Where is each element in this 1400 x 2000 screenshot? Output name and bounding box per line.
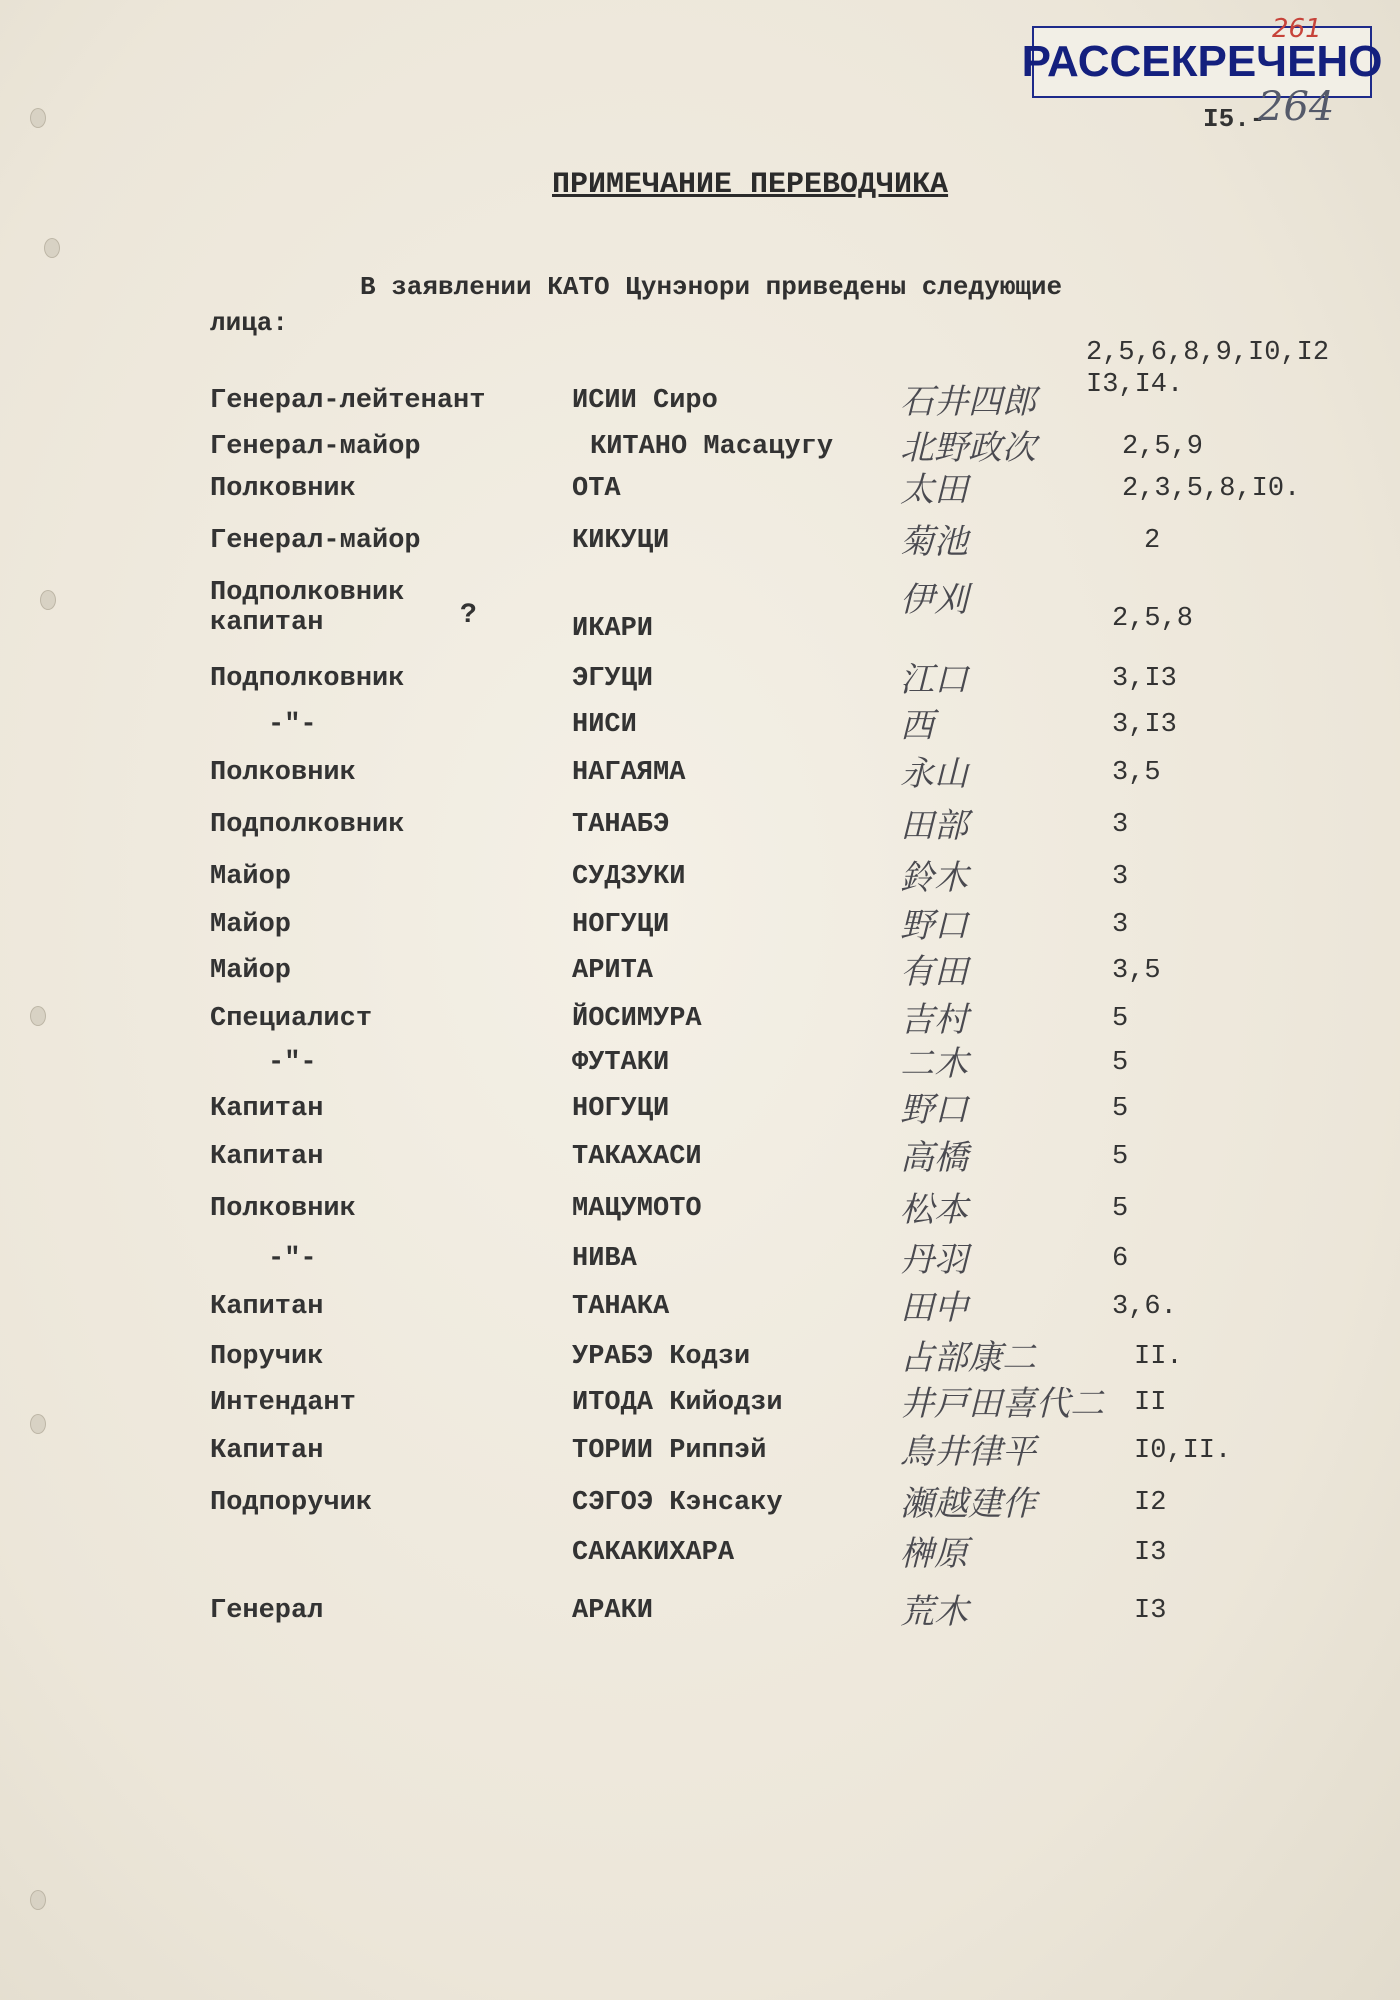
kanji-cell: 江口	[900, 660, 968, 700]
refs-cell: I3	[1134, 1538, 1167, 1568]
kanji-cell: 鳥井律平	[900, 1432, 1036, 1472]
refs-cell: 5	[1112, 1048, 1129, 1078]
list-item	[0, 1190, 1400, 1238]
name-cell: ТАНАКА	[572, 1292, 670, 1322]
refs-cell: 6	[1112, 1244, 1129, 1274]
kanji-cell: 北野政次	[900, 428, 1036, 468]
refs-cell: 3	[1112, 810, 1129, 840]
kanji-cell: 西	[900, 706, 934, 746]
name-cell: ТОРИИ Риппэй	[572, 1436, 767, 1466]
list-item	[0, 1338, 1400, 1386]
refs-cell: II	[1134, 1388, 1167, 1418]
rank-cell: Генерал-майор	[210, 526, 421, 556]
refs-cell: 3,I3	[1112, 710, 1177, 740]
list-item	[0, 1432, 1400, 1480]
name-cell: ОТА	[572, 474, 621, 504]
name-cell: НАГАЯМА	[572, 758, 686, 788]
rank-cell: -"-	[268, 710, 317, 740]
refs-cell: I3	[1134, 1596, 1167, 1626]
kanji-cell: 伊刈	[900, 580, 968, 620]
list-item	[0, 806, 1400, 854]
kanji-cell: 松本	[900, 1190, 968, 1230]
rank-cell: Подпоручик	[210, 1488, 373, 1518]
rank-cell: -"-	[268, 1244, 317, 1274]
name-cell: ТАНАБЭ	[572, 810, 670, 840]
rank-cell: Подполковник капитан	[210, 578, 405, 638]
kanji-cell: 菊池	[900, 522, 968, 562]
name-cell: АРИТА	[572, 956, 654, 986]
name-cell: ИСИИ Сиро	[572, 386, 718, 416]
binder-hole	[44, 238, 60, 258]
list-item	[0, 1484, 1400, 1532]
refs-cell: I0,II.	[1134, 1436, 1232, 1466]
kanji-cell: 荒木	[900, 1592, 968, 1632]
rank-cell: Полковник	[210, 474, 356, 504]
list-item	[0, 858, 1400, 906]
kanji-cell: 榊原	[900, 1534, 968, 1574]
list-item	[0, 952, 1400, 1000]
rank-cell: Генерал	[210, 1596, 324, 1626]
binder-hole	[30, 1890, 46, 1910]
question-mark: ?	[460, 600, 477, 631]
rank-cell: Генерал-майор	[210, 432, 421, 462]
refs-cell: 3,5	[1112, 758, 1161, 788]
rank-cell: Майор	[210, 910, 292, 940]
list-item	[0, 660, 1400, 708]
kanji-cell: 野口	[900, 1090, 968, 1130]
refs-cell: 5	[1112, 1142, 1129, 1172]
list-item	[0, 1288, 1400, 1336]
refs-cell: 3,I3	[1112, 664, 1177, 694]
kanji-cell: 丹羽	[900, 1240, 968, 1280]
list-item	[0, 1090, 1400, 1138]
kanji-cell: 井戸田喜代二	[900, 1384, 1104, 1424]
list-item	[0, 706, 1400, 754]
refs-cell: 3	[1112, 910, 1129, 940]
list-item	[0, 578, 1400, 644]
kanji-cell: 吉村	[900, 1000, 968, 1040]
rank-cell: Интендант	[210, 1388, 356, 1418]
list-item	[0, 1000, 1400, 1048]
name-cell: СУДЗУКИ	[572, 862, 686, 892]
list-item	[0, 754, 1400, 802]
name-cell: ТАКАХАСИ	[572, 1142, 702, 1172]
binder-hole	[30, 108, 46, 128]
list-item	[0, 470, 1400, 518]
page-number-typed: I5.-	[1203, 104, 1266, 134]
rank-cell: Специалист	[210, 1004, 373, 1034]
rank-cell: Полковник	[210, 1194, 356, 1224]
rank-cell: Капитан	[210, 1142, 324, 1172]
rank-cell: Подполковник	[210, 810, 405, 840]
rank-cell: Генерал-лейтенант	[210, 386, 486, 416]
name-cell: ЙОСИМУРА	[572, 1004, 702, 1034]
rank-cell: Майор	[210, 862, 292, 892]
list-item	[0, 1592, 1400, 1640]
name-cell: АРАКИ	[572, 1596, 654, 1626]
kanji-cell: 瀬越建作	[900, 1484, 1036, 1524]
list-item	[0, 1534, 1400, 1582]
red-handwritten-number: 261	[1272, 14, 1322, 44]
name-cell: САКАКИХАРА	[572, 1538, 735, 1568]
rank-cell: Полковник	[210, 758, 356, 788]
page-title: ПРИМЕЧАНИЕ ПЕРЕВОДЧИКА	[552, 168, 949, 202]
kanji-cell: 野口	[900, 906, 968, 946]
list-item	[0, 428, 1400, 476]
refs-cell: I2	[1134, 1488, 1167, 1518]
kanji-cell: 永山	[900, 754, 968, 794]
name-cell: СЭГОЭ Кэнсаку	[572, 1488, 783, 1518]
kanji-cell: 田部	[900, 806, 968, 846]
rank-cell: Капитан	[210, 1094, 324, 1124]
refs-cell: 2	[1144, 526, 1161, 556]
refs-cell: 3,5	[1112, 956, 1161, 986]
page-number-handwritten: 264	[1258, 84, 1335, 130]
intro-line-1: В заявлении КАТО Цунэнори приведены следующие	[360, 272, 1063, 302]
list-item	[0, 1240, 1400, 1288]
kanji-cell: 占部康二	[900, 1338, 1036, 1378]
refs-cell: 2,3,5,8,I0.	[1122, 474, 1301, 504]
refs-cell: I3,I4.	[1086, 370, 1184, 400]
rank-cell: Подполковник	[210, 664, 405, 694]
refs-cell: 2,5,8	[1112, 604, 1194, 634]
refs-cell: 2,5,9	[1122, 432, 1204, 462]
rank-cell: Капитан	[210, 1436, 324, 1466]
refs-cell: 3,6.	[1112, 1292, 1177, 1322]
name-cell: НИСИ	[572, 710, 637, 740]
rank-cell: Капитан	[210, 1292, 324, 1322]
list-item	[0, 1384, 1400, 1432]
name-cell: ЭГУЦИ	[572, 664, 654, 694]
name-cell: ИКАРИ	[572, 614, 654, 644]
list-item	[0, 522, 1400, 570]
name-cell: КИКУЦИ	[572, 526, 670, 556]
name-cell: КИТАНО Масацугу	[590, 432, 834, 462]
rank-cell: Поручик	[210, 1342, 324, 1372]
refs-cell: 5	[1112, 1194, 1129, 1224]
kanji-cell: 鈴木	[900, 858, 968, 898]
kanji-cell: 田中	[900, 1288, 968, 1328]
name-cell: ФУТАКИ	[572, 1048, 670, 1078]
kanji-cell: 有田	[900, 952, 968, 992]
name-cell: НОГУЦИ	[572, 910, 670, 940]
kanji-cell: 石井四郎	[900, 382, 1036, 422]
list-item	[0, 1044, 1400, 1092]
refs-cell: 5	[1112, 1004, 1129, 1034]
kanji-cell: 高橋	[900, 1138, 968, 1178]
name-cell: УРАБЭ Кодзи	[572, 1342, 751, 1372]
row-refs-extra: 2,5,6,8,9,I0,I2	[1086, 338, 1330, 368]
rank-cell: Майор	[210, 956, 292, 986]
intro-line-2: лица:	[210, 308, 289, 338]
refs-cell: 3	[1112, 862, 1129, 892]
name-cell: ИТОДА Кийодзи	[572, 1388, 783, 1418]
declassified-stamp: РАССЕКРЕЧЕНО	[1032, 26, 1372, 98]
rank-cell: -"-	[268, 1048, 317, 1078]
kanji-cell: 太田	[900, 470, 968, 510]
name-cell: МАЦУМОТО	[572, 1194, 702, 1224]
refs-cell: II.	[1134, 1342, 1183, 1372]
kanji-cell: 二木	[900, 1044, 968, 1084]
name-cell: НОГУЦИ	[572, 1094, 670, 1124]
list-item	[0, 906, 1400, 954]
list-item	[0, 1138, 1400, 1186]
list-item	[0, 370, 1400, 430]
refs-cell: 5	[1112, 1094, 1129, 1124]
name-cell: НИВА	[572, 1244, 637, 1274]
